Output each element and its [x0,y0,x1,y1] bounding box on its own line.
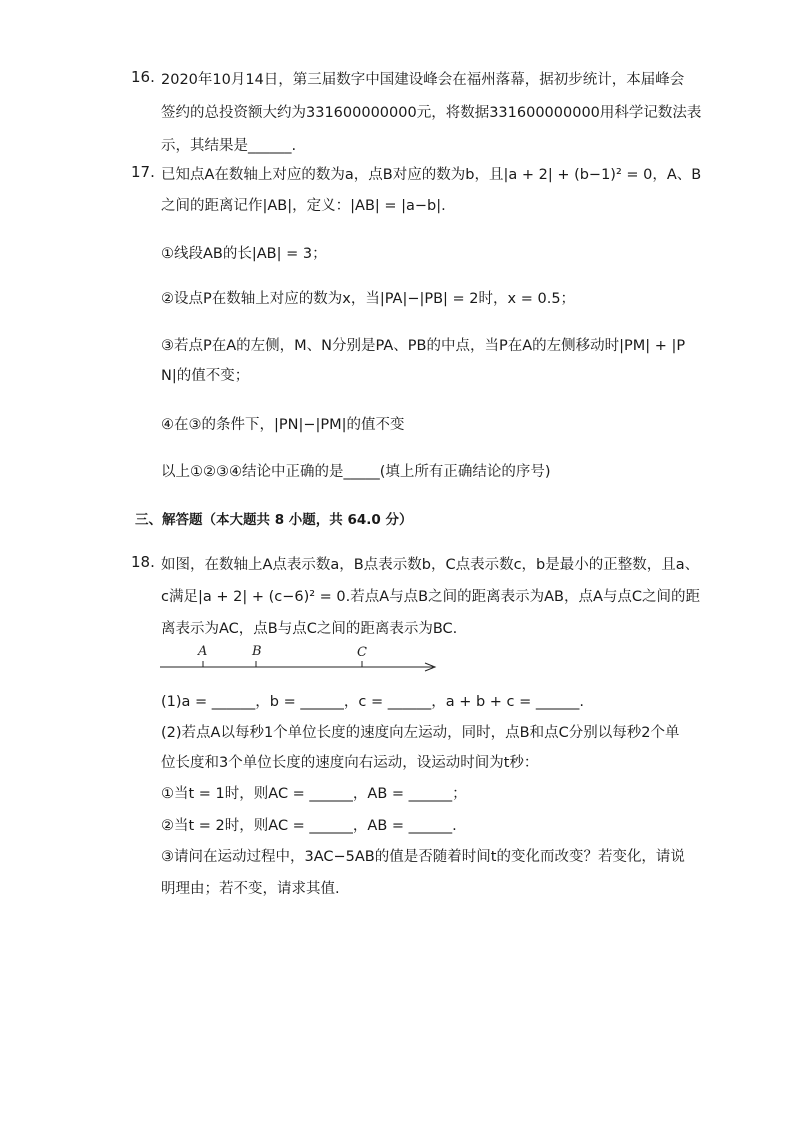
question-17-statement-3b: N|的值不变； [161,368,250,384]
question-18-sub-1: ①当t = 1时，则AC = ______，AB = ______； [161,786,467,802]
question-17-statement-1: ①线段AB的长|AB| = 3； [161,246,327,262]
question-16-line-2: 签约的总投资额大约为331600000000元，将数据331600000000用科学记数法表 [161,105,702,121]
question-18-sub-3b: 明理由；若不变，请求其值. [161,881,340,897]
point-label-a: A [198,644,208,659]
question-18-line-1: 如图，在数轴上A点表示数a，B点表示数b，C点表示数c，b是最小的正整数，且a、 [161,557,700,573]
question-17-line-2: 之间的距离记作|AB|，定义：|AB| = |a−b|. [161,198,446,214]
question-18-sub-2: ②当t = 2时，则AC = ______，AB = ______. [161,818,457,834]
question-18-line-2: c满足|a + 2| + (c−6)² = 0.若点A与点B之间的距离表示为AB，点A与点C之间的距 [161,589,701,605]
question-17-statement-3a: ③若点P在A的左侧，M、N分别是PA、PB的中点，当P在A的左侧移动时|PM| + |P [161,338,686,354]
question-18-sub-3a: ③请问在运动过程中，3AC−5AB的值是否随着时间t的变化而改变？若变化，请说 [161,849,685,865]
question-17-conclusion: 以上①②③④结论中正确的是_____(填上所有正确结论的序号) [161,464,551,480]
question-17-number: 17. [131,163,155,181]
question-18-part-2b: 位长度和3个单位长度的速度向右运动，设运动时间为t秒： [161,755,539,771]
point-label-b: B [252,644,262,659]
number-line-figure [155,642,445,676]
question-16-line-3: 示，其结果是______. [161,138,297,154]
section-3-heading: 三、解答题（本大题共 8 小题，共 64.0 分） [135,512,413,528]
point-label-c: C [357,645,367,660]
question-17-statement-4: ④在③的条件下，|PN|−|PM|的值不变 [161,417,405,433]
question-18-part-1: (1)a = ______，b = ______，c = ______，a + b + c = ______. [161,694,584,710]
question-18-part-2a: (2)若点A以每秒1个单位长度的速度向左运动，同时，点B和点C分别以每秒2个单 [161,725,680,741]
question-18-number: 18. [131,553,155,571]
question-18-line-3: 离表示为AC，点B与点C之间的距离表示为BC. [161,621,458,637]
question-17-line-1: 已知点A在数轴上对应的数为a，点B对应的数为b，且|a + 2| + (b−1)² = 0，A、B [161,167,702,183]
question-16-line-1: 2020年10月14日，第三届数字中国建设峰会在福州落幕，据初步统计，本届峰会 [161,72,685,88]
question-17-statement-2: ②设点P在数轴上对应的数为x，当|PA|−|PB| = 2时，x = 0.5； [161,291,576,307]
question-16-number: 16. [131,68,155,86]
